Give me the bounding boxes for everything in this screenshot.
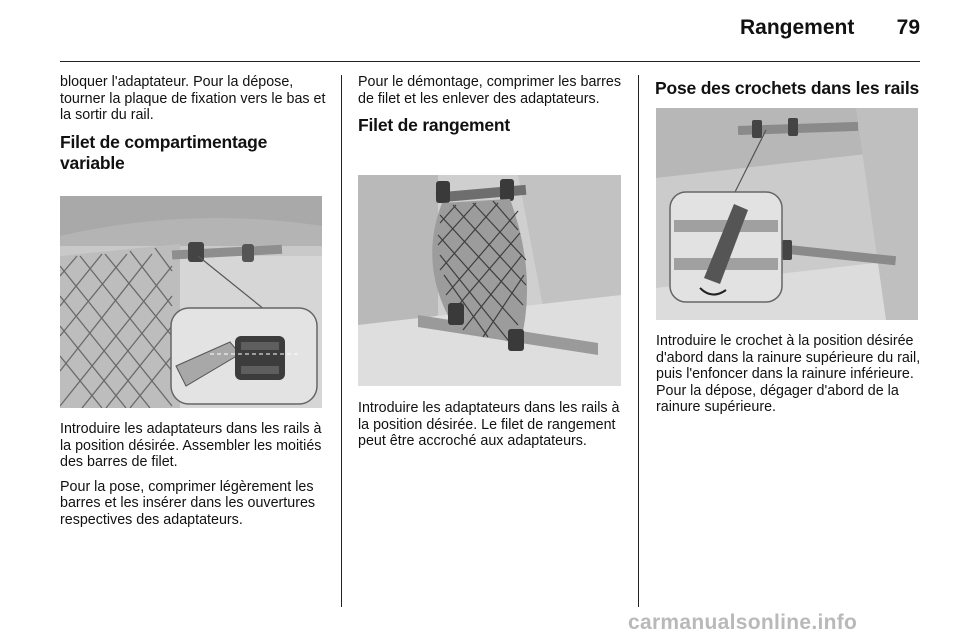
- column-1-text: [60, 421, 326, 536]
- header-rule: [60, 61, 920, 62]
- paragraph: Pour le démontage, comprimer les barres de filet et les enlever des adaptateurs.: [358, 74, 622, 107]
- figure-hook-rail: [656, 108, 918, 320]
- paragraph: Pour la pose, comprimer légèrement les barres et les insérer dans les ouvertures respectives des adaptateurs.: [60, 478, 316, 528]
- page-title: Rangement: [740, 16, 855, 39]
- column-2: [358, 74, 623, 136]
- figure-storage-net: [358, 175, 621, 386]
- paragraph: Introduire le crochet à la position désirée d'abord dans la rainure supérieure du rail, puis l'enfoncer dans la rainure inférieure. Pour la dépose, dégager d'abord de la rainure supérieure.: [656, 333, 921, 415]
- figure-net-adapter: [60, 196, 322, 408]
- column-1: [60, 74, 326, 174]
- section-heading: Filet de compartimentage variable: [60, 131, 268, 173]
- column-3: [655, 74, 930, 99]
- paragraph: bloquer l'adaptateur. Pour la dépose, tourner la plaque de fixation vers le bas et la sortir du rail.: [60, 74, 326, 123]
- column-2-text: [358, 400, 623, 458]
- paragraph: Introduire les adaptateurs dans les rails à la position désirée. Le filet de rangement peut être accroché aux adaptateurs.: [358, 400, 620, 449]
- page-number: 79: [896, 16, 920, 39]
- paragraph: Introduire les adaptateurs dans les rails à la position désirée. Assembler les moitiés des barres de filet.: [60, 421, 322, 470]
- watermark: carmanualsonline.info: [628, 611, 858, 634]
- section-heading: Filet de rangement: [358, 115, 510, 135]
- column-divider: [638, 75, 639, 607]
- column-3-text: [656, 333, 931, 424]
- section-heading: Pose des crochets dans les rails: [655, 78, 920, 98]
- column-divider: [341, 75, 342, 607]
